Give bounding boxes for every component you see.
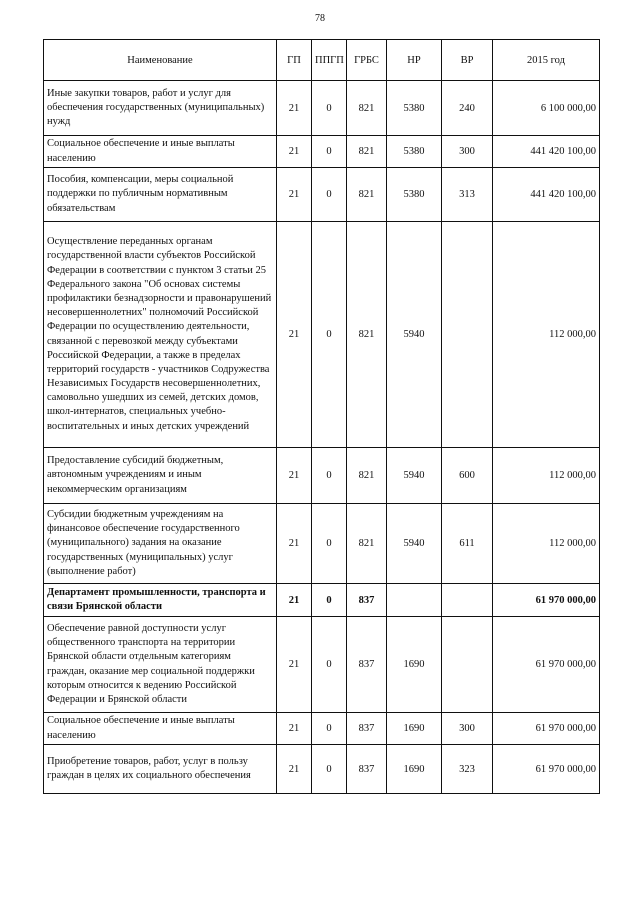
row-pgp: 0 (312, 713, 347, 745)
row-grbs: 837 (347, 745, 387, 794)
row-gp: 21 (277, 448, 312, 504)
row-pgp: 0 (312, 136, 347, 168)
row-gp: 21 (277, 81, 312, 136)
budget-table (43, 39, 600, 794)
table-row (44, 81, 600, 136)
row-name: Обеспечение равной доступности услуг общественного транспорта на территории Брянской области отдельным категориям граждан, оказание мер социальной поддержки которым относится к ведению Российской Федерации и Брянской области (44, 617, 277, 713)
row-nr: 5380 (387, 168, 442, 222)
table-row (44, 168, 600, 222)
table-row (44, 222, 600, 448)
row-amount: 6 100 000,00 (493, 81, 600, 136)
row-nr: 5940 (387, 504, 442, 584)
row-grbs: 837 (347, 713, 387, 745)
row-gp: 21 (277, 745, 312, 794)
row-vr (442, 584, 493, 617)
row-amount: 112 000,00 (493, 222, 600, 448)
header-vr: ВР (442, 40, 493, 81)
row-grbs: 821 (347, 222, 387, 448)
row-name: Предоставление субсидий бюджетным, автономным учреждениям и иным некоммерческим организациям (44, 448, 277, 504)
header-grbs: ГРБС (347, 40, 387, 81)
row-pgp: 0 (312, 617, 347, 713)
row-grbs: 837 (347, 617, 387, 713)
row-gp: 21 (277, 584, 312, 617)
row-amount: 112 000,00 (493, 504, 600, 584)
row-grbs: 821 (347, 136, 387, 168)
row-name: Пособия, компенсации, меры социальной поддержки по публичным нормативным обязательствам (44, 168, 277, 222)
row-name: Субсидии бюджетным учреждениям на финансовое обеспечение государственного (муниципального) задания на оказание государственных (муниципальных) услуг (выполнение работ) (44, 504, 277, 584)
table-row (44, 448, 600, 504)
row-grbs: 821 (347, 504, 387, 584)
row-grbs: 821 (347, 81, 387, 136)
row-grbs: 821 (347, 448, 387, 504)
row-vr: 313 (442, 168, 493, 222)
row-name: Осуществление переданных органам государственной власти субъектов Российской Федерации в соответствии с пунктом 3 статьи 25 Федерального закона "Об основах системы профилактики безнадзорности и правонарушений несовершеннолетних" полномочий Российской Федерации по осуществлению деятельности, связанной с перевозкой между субъектами Российской Федерации, а также в пределах территорий государств - участников Содружества Независимых Государств несовершеннолетних, самовольно ушедших из семей, детских домов, школ-интернатов, специальных учебно-воспитательных и иных детских учреждений (44, 222, 277, 448)
row-pgp: 0 (312, 448, 347, 504)
row-gp: 21 (277, 713, 312, 745)
row-gp: 21 (277, 168, 312, 222)
table-header-row (44, 40, 600, 81)
table-row (44, 584, 600, 617)
row-nr: 5380 (387, 136, 442, 168)
row-pgp: 0 (312, 745, 347, 794)
header-nr: НР (387, 40, 442, 81)
row-name: Департамент промышленности, транспорта и связи Брянской области (44, 584, 277, 617)
row-name: Иные закупки товаров, работ и услуг для обеспечения государственных (муниципальных) нужд (44, 81, 277, 136)
header-gp: ГП (277, 40, 312, 81)
row-pgp: 0 (312, 222, 347, 448)
row-gp: 21 (277, 504, 312, 584)
row-pgp: 0 (312, 504, 347, 584)
row-pgp: 0 (312, 168, 347, 222)
row-vr: 323 (442, 745, 493, 794)
table-row (44, 504, 600, 584)
row-amount: 441 420 100,00 (493, 136, 600, 168)
row-vr: 300 (442, 713, 493, 745)
row-nr: 5940 (387, 222, 442, 448)
row-amount: 112 000,00 (493, 448, 600, 504)
page-number: 78 (315, 13, 325, 24)
row-vr: 611 (442, 504, 493, 584)
row-nr: 1690 (387, 745, 442, 794)
table-row (44, 745, 600, 794)
table-row (44, 713, 600, 745)
row-amount: 441 420 100,00 (493, 168, 600, 222)
row-gp: 21 (277, 136, 312, 168)
table-row (44, 136, 600, 168)
row-amount: 61 970 000,00 (493, 584, 600, 617)
table-body (44, 81, 600, 794)
row-gp: 21 (277, 617, 312, 713)
row-gp: 21 (277, 222, 312, 448)
row-name: Приобретение товаров, работ, услуг в пользу граждан в целях их социального обеспечения (44, 745, 277, 794)
row-vr: 300 (442, 136, 493, 168)
table-row (44, 617, 600, 713)
row-nr: 1690 (387, 713, 442, 745)
header-name: Наименование (44, 40, 277, 81)
row-pgp: 0 (312, 584, 347, 617)
header-year: 2015 год (493, 40, 600, 81)
row-grbs: 837 (347, 584, 387, 617)
row-nr (387, 584, 442, 617)
row-vr: 240 (442, 81, 493, 136)
row-amount: 61 970 000,00 (493, 617, 600, 713)
row-nr: 5380 (387, 81, 442, 136)
row-vr: 600 (442, 448, 493, 504)
row-nr: 1690 (387, 617, 442, 713)
row-amount: 61 970 000,00 (493, 745, 600, 794)
row-grbs: 821 (347, 168, 387, 222)
header-pgp: ППГП (312, 40, 347, 81)
row-pgp: 0 (312, 81, 347, 136)
row-name: Социальное обеспечение и иные выплаты населению (44, 713, 277, 745)
row-name: Социальное обеспечение и иные выплаты населению (44, 136, 277, 168)
row-vr (442, 617, 493, 713)
row-amount: 61 970 000,00 (493, 713, 600, 745)
row-vr (442, 222, 493, 448)
row-nr: 5940 (387, 448, 442, 504)
